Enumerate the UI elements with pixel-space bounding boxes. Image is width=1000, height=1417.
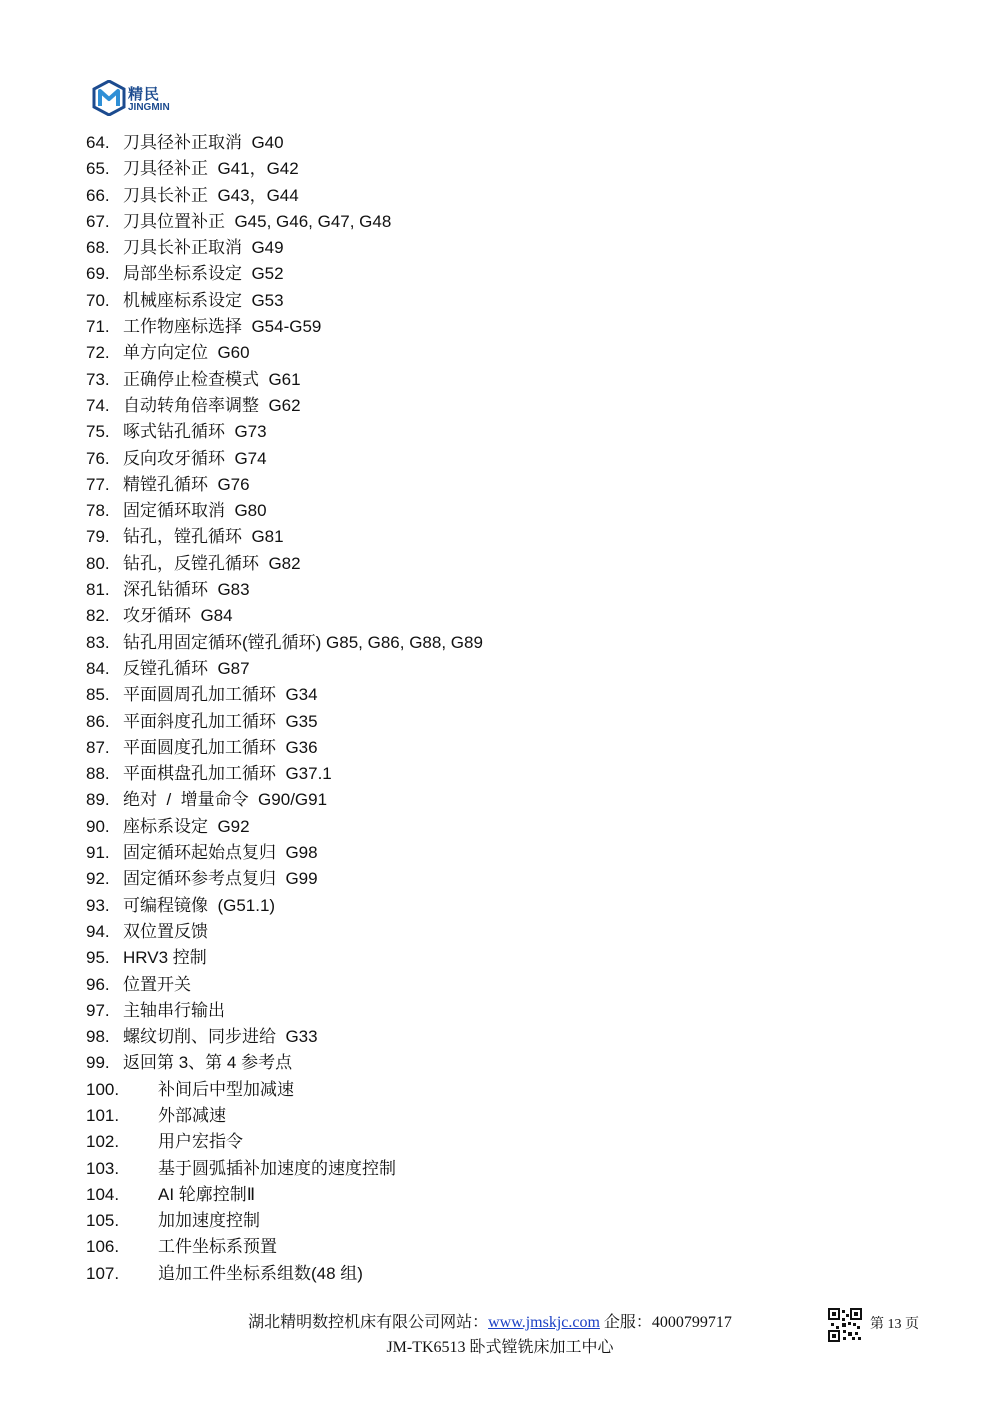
- list-item: [86, 656, 483, 682]
- list-item: [86, 524, 483, 550]
- list-item: [86, 340, 483, 366]
- list-item: [86, 1050, 483, 1076]
- list-item-text: 可编程镜像 (G51.1): [123, 895, 276, 915]
- list-item-text: 刀具长补正 G43，G44: [123, 185, 299, 205]
- list-item-text: 追加工件坐标系组数(48 组): [158, 1263, 363, 1283]
- list-item-number: 79.: [86, 527, 110, 547]
- list-item-text: 精镗孔循环 G76: [123, 474, 250, 494]
- list-item: [86, 972, 483, 998]
- list-item-text: 钻孔，反镗孔循环 G82: [123, 553, 301, 573]
- list-item: [86, 393, 483, 419]
- list-item: [86, 472, 483, 498]
- list-item-number: 82.: [86, 606, 110, 626]
- list-item-text: 刀具位置补正 G45, G46, G47, G48: [123, 211, 392, 231]
- list-item: [86, 156, 483, 182]
- list-item-number: 96.: [86, 974, 110, 994]
- list-item-number: 80.: [86, 553, 110, 573]
- list-item-text: 螺纹切削、同步进给 G33: [123, 1027, 318, 1047]
- list-item-text: 位置开关: [123, 974, 191, 994]
- list-item: [86, 761, 483, 787]
- list-item-number: 73.: [86, 369, 110, 389]
- list-item-number: 98.: [86, 1027, 110, 1047]
- list-item-text: 攻牙循环 G84: [123, 606, 233, 626]
- list-item: [86, 840, 483, 866]
- list-item-number: 93.: [86, 895, 110, 915]
- list-item-text: 工作物座标选择 G54-G59: [123, 317, 322, 337]
- list-item-text: 绝对 / 增量命令 G90/G91: [123, 790, 328, 810]
- list-item-text: 固定循环参考点复归 G99: [123, 869, 318, 889]
- list-item-number: 103.: [86, 1158, 120, 1178]
- list-item: [86, 314, 483, 340]
- list-item: [86, 1077, 483, 1103]
- list-item-text: 刀具径补正取消 G40: [123, 133, 284, 152]
- list-item-number: 72.: [86, 343, 110, 363]
- list-item-text: 加加速度控制: [158, 1211, 260, 1231]
- jingmin-logo-icon: [92, 80, 126, 116]
- list-item: [86, 919, 483, 945]
- list-item-text: 刀具径补正 G41，G42: [123, 159, 299, 179]
- list-item-text: 工件坐标系预置: [158, 1237, 277, 1257]
- list-item-text: 自动转角倍率调整 G62: [123, 395, 301, 415]
- list-item-number: 64.: [86, 133, 110, 152]
- list-item-text: 座标系设定 G92: [123, 816, 250, 836]
- list-item-text: 深孔钻循环 G83: [123, 580, 250, 600]
- list-item: [86, 1129, 483, 1155]
- list-item-text: 基于圆弧插补加速度的速度控制: [158, 1158, 396, 1178]
- list-item-number: 94.: [86, 921, 110, 941]
- list-item: [86, 1208, 483, 1234]
- list-item-text: 双位置反馈: [123, 921, 208, 941]
- list-item-number: 75.: [86, 422, 110, 442]
- list-item-number: 68.: [86, 238, 110, 258]
- list-item-text: 固定循环取消 G80: [123, 501, 267, 521]
- list-item-text: 局部坐标系设定 G52: [123, 264, 284, 284]
- list-item: [86, 130, 483, 156]
- list-item-number: 76.: [86, 448, 110, 468]
- list-item-text: 补间后中型加减速: [158, 1079, 294, 1099]
- list-item: [86, 893, 483, 919]
- list-item-number: 104.: [86, 1184, 120, 1204]
- list-item: [86, 1103, 483, 1129]
- list-item: [86, 1156, 483, 1182]
- list-item-number: 77.: [86, 474, 110, 494]
- list-item: [86, 630, 483, 656]
- list-item-number: 70.: [86, 290, 110, 310]
- list-item-number: 74.: [86, 395, 110, 415]
- list-item-text: 平面棋盘孔加工循环 G37.1: [123, 764, 332, 784]
- list-item: [86, 998, 483, 1024]
- list-item: [86, 1182, 483, 1208]
- page-suffix: 页: [905, 1317, 919, 1332]
- list-item: [86, 446, 483, 472]
- list-item-number: 85.: [86, 685, 110, 705]
- list-item-number: 87.: [86, 737, 110, 757]
- list-item: [86, 787, 483, 813]
- list-item: [86, 866, 483, 892]
- list-item: [86, 814, 483, 840]
- list-item-number: 86.: [86, 711, 110, 731]
- list-item: [86, 682, 483, 708]
- list-item: [86, 419, 483, 445]
- footer-service: 企服：4000799717: [599, 1314, 732, 1331]
- list-item-number: 100.: [86, 1079, 120, 1099]
- logo-text-chinese: 精民: [128, 86, 161, 103]
- list-item-number: 107.: [86, 1263, 120, 1283]
- list-item-text: 返回第 3、第 4 参考点: [123, 1053, 293, 1073]
- footer-website-link[interactable]: www.jmskjc.com: [488, 1314, 600, 1331]
- list-item: [86, 603, 483, 629]
- list-item: [86, 288, 483, 314]
- list-item: [86, 1234, 483, 1260]
- list-item-text: 刀具长补正取消 G49: [123, 238, 284, 258]
- list-item: [86, 235, 483, 261]
- list-item-number: 97.: [86, 1000, 110, 1020]
- list-item-text: 固定循环起始点复归 G98: [123, 843, 318, 863]
- footer-model-line: JM-TK6513 卧式镗铣床加工中心: [386, 1339, 614, 1356]
- list-item-text: 反向攻牙循环 G74: [123, 448, 267, 468]
- list-item-number: 101.: [86, 1105, 120, 1125]
- list-item-number: 67.: [86, 211, 110, 231]
- list-item-text: HRV3 控制: [123, 948, 207, 968]
- list-item-text: AI 轮廓控制Ⅱ: [158, 1184, 256, 1204]
- footer-company: 湖北精明数控机床有限公司网站：: [248, 1314, 489, 1331]
- logo-text-english: JINGMIN: [128, 102, 170, 113]
- list-item-text: 正确停止检查模式 G61: [123, 369, 301, 389]
- list-item: [86, 1261, 483, 1287]
- list-item-number: 84.: [86, 658, 110, 678]
- list-item-number: 78.: [86, 501, 110, 521]
- list-item-number: 66.: [86, 185, 110, 205]
- list-item-text: 外部减速: [158, 1105, 226, 1125]
- list-item-text: 平面圆度孔加工循环 G36: [123, 737, 318, 757]
- list-item-number: 89.: [86, 790, 110, 810]
- page-number-value: 13: [887, 1317, 902, 1332]
- list-item-number: 99.: [86, 1053, 110, 1073]
- list-item: [86, 367, 483, 393]
- list-item-text: 反镗孔循环 G87: [123, 658, 250, 678]
- list-item: [86, 261, 483, 287]
- list-item-text: 机械座标系设定 G53: [123, 290, 284, 310]
- page-number: [870, 1313, 919, 1333]
- feature-list: [86, 130, 483, 1287]
- list-item: [86, 945, 483, 971]
- list-item-text: 平面圆周孔加工循环 G34: [123, 685, 318, 705]
- list-item-text: 平面斜度孔加工循环 G35: [123, 711, 318, 731]
- list-item-number: 88.: [86, 764, 110, 784]
- list-item-number: 65.: [86, 159, 110, 179]
- list-item-text: 用户宏指令: [158, 1132, 243, 1152]
- list-item-number: 91.: [86, 843, 110, 863]
- list-item-number: 81.: [86, 580, 110, 600]
- list-item-number: 95.: [86, 948, 110, 968]
- list-item-number: 71.: [86, 317, 110, 337]
- list-item: [86, 551, 483, 577]
- list-item-number: 105.: [86, 1211, 120, 1231]
- list-item: [86, 1024, 483, 1050]
- list-item: [86, 183, 483, 209]
- list-item-number: 92.: [86, 869, 110, 889]
- list-item-text: 单方向定位 G60: [123, 343, 250, 363]
- list-item-text: 主轴串行输出: [123, 1000, 225, 1020]
- list-item-number: 90.: [86, 816, 110, 836]
- list-item: [86, 709, 483, 735]
- list-item: [86, 735, 483, 761]
- list-item: [86, 498, 483, 524]
- list-item: [86, 209, 483, 235]
- list-item: [86, 577, 483, 603]
- list-item-number: 106.: [86, 1237, 120, 1257]
- list-item-text: 钻孔用固定循环(镗孔循环) G85, G86, G88, G89: [123, 632, 483, 652]
- list-item-number: 69.: [86, 264, 110, 284]
- list-item-number: 102.: [86, 1132, 120, 1152]
- list-item-number: 83.: [86, 632, 110, 652]
- company-logo: [92, 80, 202, 120]
- list-item-text: 啄式钻孔循环 G73: [123, 422, 267, 442]
- page-prefix: 第: [870, 1317, 884, 1332]
- list-item-text: 钻孔，镗孔循环 G81: [123, 527, 284, 547]
